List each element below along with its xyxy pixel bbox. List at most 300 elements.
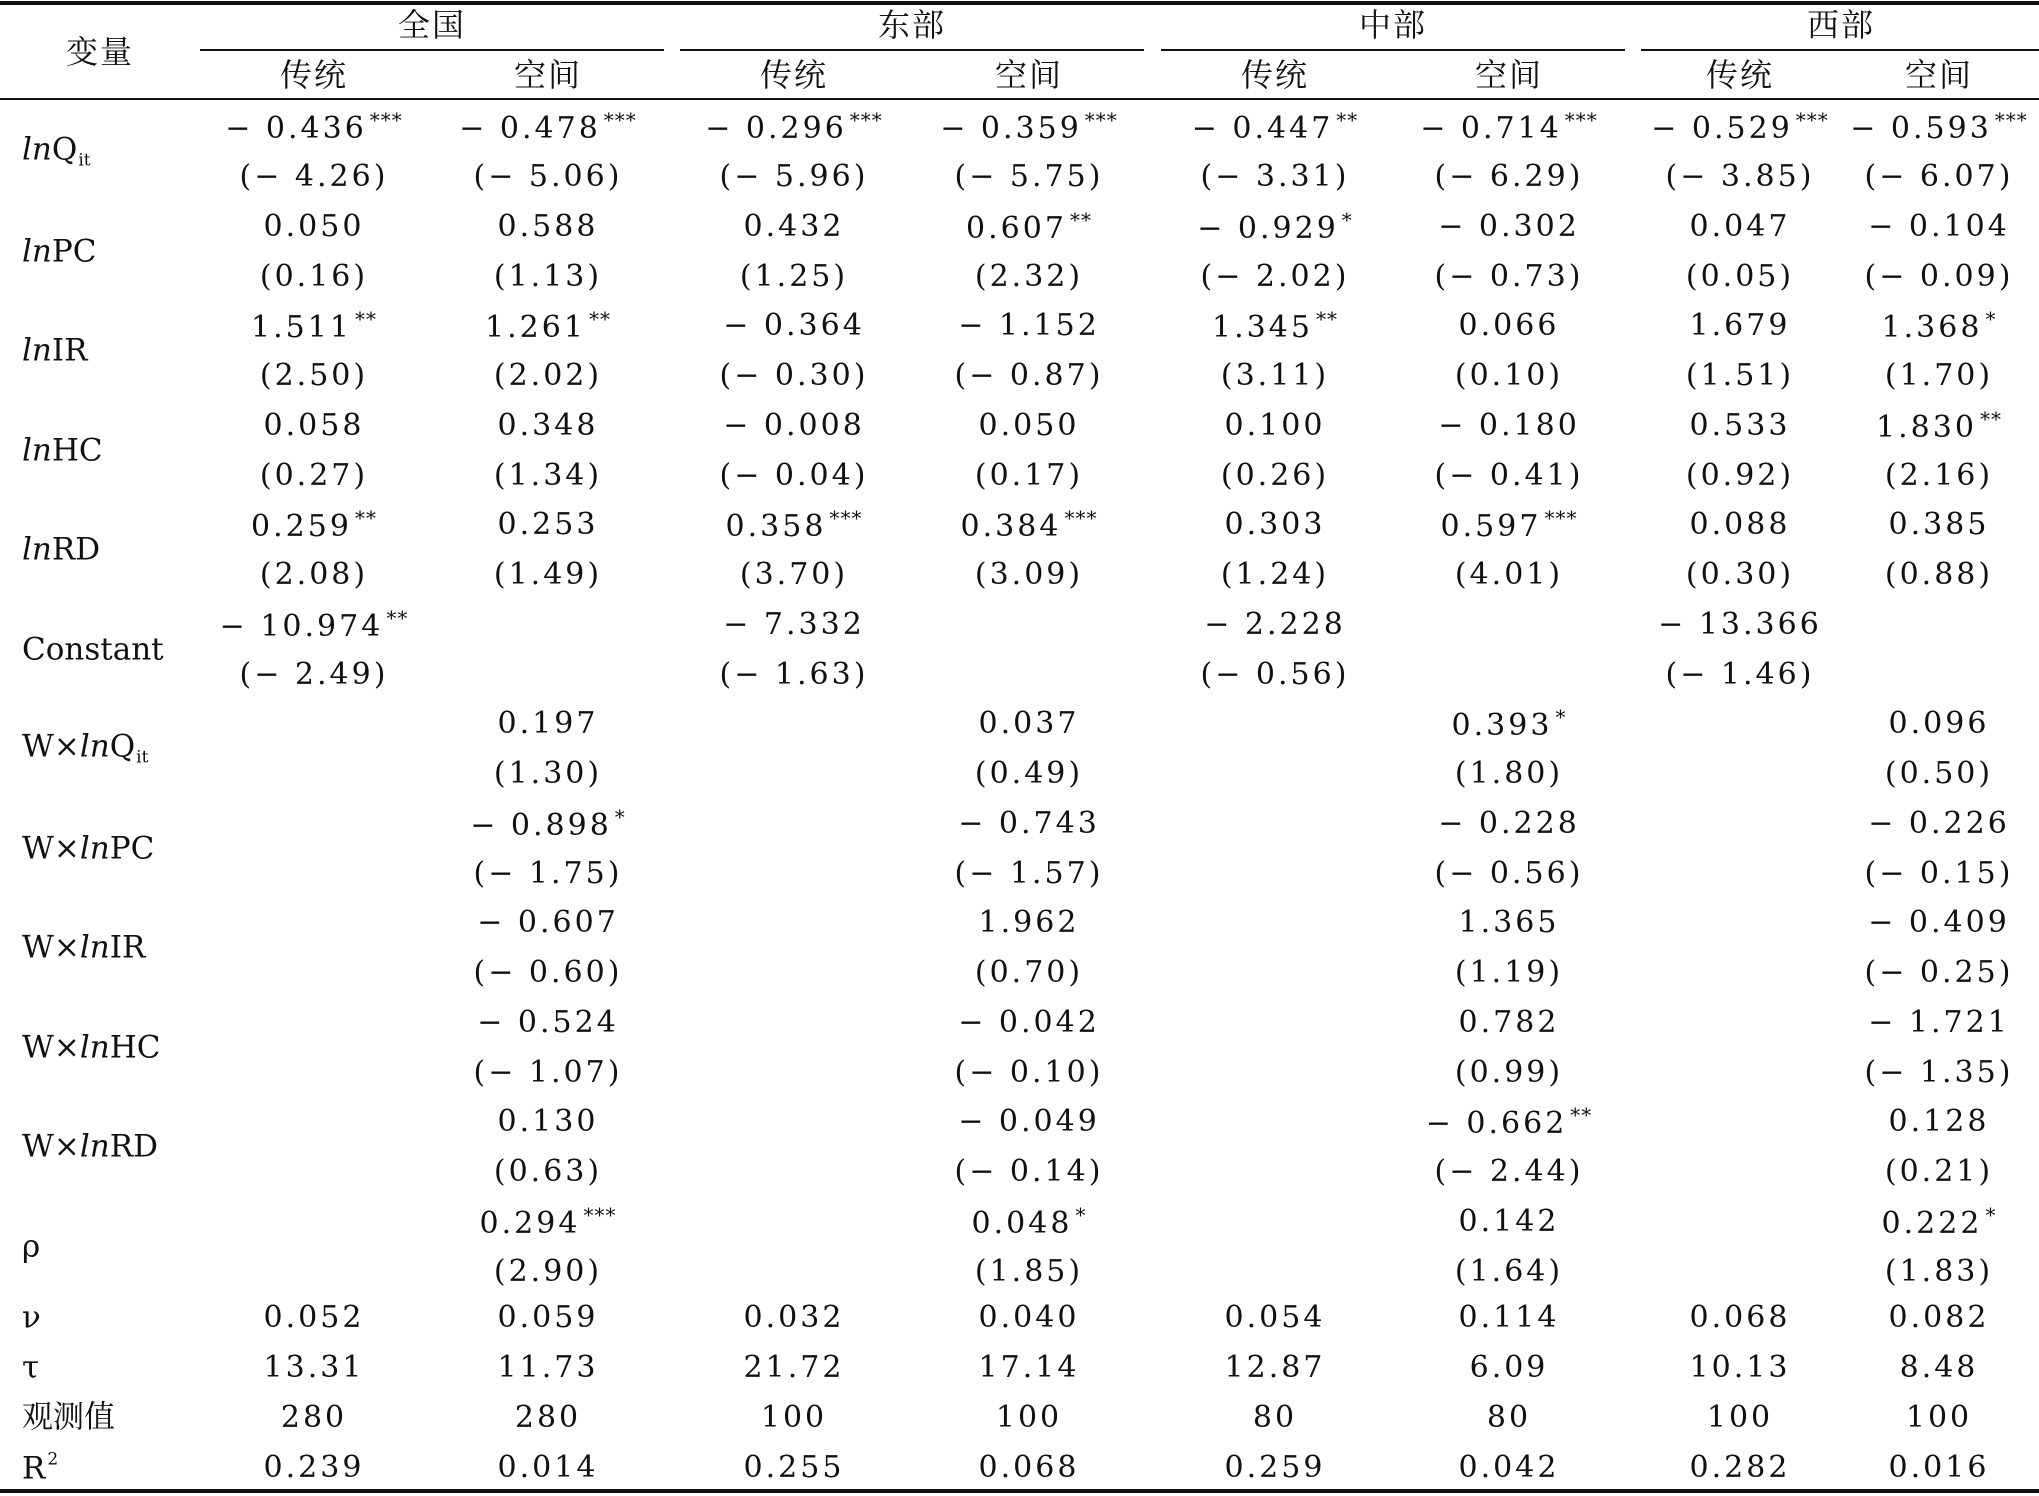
coefficient-cell <box>497 208 599 244</box>
coefficient-cell <box>1868 208 2010 244</box>
coefficient-cell <box>1224 407 1326 443</box>
t-statistic-cell: (0.05) <box>1685 258 1795 294</box>
significance-stars: ** <box>354 506 377 530</box>
t-statistic-cell: (0.70) <box>974 955 1084 990</box>
coefficient-cell <box>251 508 377 542</box>
t-statistic-cell: (2.16) <box>1884 457 1994 493</box>
stat-value-cell: 11.73 <box>497 1350 599 1385</box>
stat-value-cell: 13.31 <box>263 1350 365 1385</box>
coefficient-cell <box>1441 508 1578 542</box>
t-statistic-cell: (0.63) <box>493 1154 603 1189</box>
variable-name: HC <box>109 1029 161 1065</box>
t-statistic-cell: (− 6.07) <box>1864 159 2014 194</box>
stat-value-cell: 0.032 <box>743 1300 845 1335</box>
top-rule <box>0 1 2039 5</box>
t-statistic-cell: (0.17) <box>974 457 1084 493</box>
significance-stars: *** <box>1544 506 1578 530</box>
spatial-weight-prefix: W× <box>22 728 80 765</box>
coefficient-value: 0.358 <box>725 509 827 544</box>
variable-name: IR <box>109 929 146 966</box>
t-statistic-cell: (1.51) <box>1685 358 1795 393</box>
coefficient-value: − 0.008 <box>723 407 865 443</box>
spatial-weight-prefix: W× <box>22 1128 80 1165</box>
row-label-WlnHC <box>22 1029 161 1065</box>
coefficient-cell <box>1458 1203 1560 1239</box>
coefficient-cell <box>1458 905 1560 940</box>
variable-name: Q <box>51 131 78 168</box>
coefficient-cell <box>470 804 626 843</box>
significance-stars: *** <box>603 108 637 132</box>
coefficient-value: − 7.332 <box>723 606 865 642</box>
coefficient-cell <box>1868 805 2010 841</box>
log-operator: ln <box>79 1128 110 1165</box>
coefficient-value: − 0.409 <box>1868 905 2010 940</box>
coefficient-cell <box>958 805 1100 841</box>
t-statistic-cell: (2.90) <box>493 1253 603 1289</box>
log-operator: ln <box>79 929 110 966</box>
coefficient-value: − 0.929 <box>1197 210 1339 246</box>
stat-value-cell: 12.87 <box>1224 1350 1326 1385</box>
coefficient-value: − 0.714 <box>1420 111 1562 146</box>
coefficient-value: − 0.529 <box>1651 111 1793 146</box>
variable-name: RD <box>109 1128 158 1165</box>
t-statistic-cell: (− 1.57) <box>954 855 1104 891</box>
significance-stars: ** <box>1979 406 2002 431</box>
coefficient-cell <box>1850 110 2028 144</box>
t-statistic-cell: (1.70) <box>1884 358 1994 393</box>
t-statistic-cell: (− 1.07) <box>473 1054 623 1090</box>
subheader-spatial: 空间 <box>513 56 583 94</box>
stat-value-cell: 0.259 <box>1224 1450 1326 1485</box>
t-statistic-cell: (0.27) <box>259 457 369 493</box>
coefficient-cell <box>497 706 599 741</box>
coefficient-value: − 0.359 <box>940 111 1082 146</box>
coefficient-value: 0.037 <box>978 706 1080 741</box>
t-statistic-cell: (− 1.35) <box>1864 1054 2014 1090</box>
t-statistic-cell: (− 0.25) <box>1864 955 2014 990</box>
coefficient-cell <box>1197 207 1353 246</box>
t-statistic-cell: (− 0.30) <box>719 358 869 393</box>
coefficient-value: 1.368 <box>1881 310 1983 345</box>
coefficient-cell <box>1658 606 1822 642</box>
coefficient-value: 0.088 <box>1689 507 1791 542</box>
coefficient-value: 0.303 <box>1224 507 1326 542</box>
stat-label-obs <box>22 1399 115 1436</box>
t-statistic-cell: (− 0.10) <box>954 1054 1104 1090</box>
significance-stars: *** <box>1564 108 1598 132</box>
coefficient-cell <box>971 1202 1087 1241</box>
stat-value-cell: 80 <box>1486 1400 1532 1435</box>
t-statistic-cell: (− 2.49) <box>239 656 389 692</box>
spatial-weight-prefix: W× <box>22 830 80 866</box>
coefficient-value: − 13.366 <box>1658 606 1822 642</box>
coefficient-cell <box>251 309 377 343</box>
coefficient-value: − 0.524 <box>477 1004 619 1040</box>
significance-stars: ** <box>1069 207 1092 232</box>
stat-value-cell: 100 <box>1706 1400 1774 1435</box>
coefficient-cell <box>1212 309 1338 343</box>
group-header-east: 东部 <box>877 6 947 44</box>
stat-value-cell: 100 <box>1905 1400 1973 1435</box>
significance-stars: ** <box>588 307 611 331</box>
coefficient-value: − 0.364 <box>723 308 865 343</box>
t-statistic-cell: (1.30) <box>493 756 603 791</box>
row-label-WlnQit <box>22 728 149 768</box>
stat-value-cell: 0.016 <box>1888 1450 1990 1485</box>
coefficient-cell <box>958 1004 1100 1040</box>
coefficient-value: 0.197 <box>497 706 599 741</box>
subheader-traditional: 传统 <box>279 56 349 94</box>
significance-stars: *** <box>583 1202 617 1227</box>
coefficient-value: − 0.436 <box>225 111 367 146</box>
stat-value-cell: 280 <box>280 1400 348 1435</box>
stat-value-cell: 10.13 <box>1689 1350 1791 1385</box>
coefficient-value: 0.533 <box>1689 407 1791 443</box>
coefficient-value: 0.130 <box>497 1104 599 1139</box>
coefficient-value: 0.253 <box>497 507 599 542</box>
log-operator: ln <box>22 131 52 168</box>
t-statistic-cell: (− 0.09) <box>1864 258 2014 294</box>
coefficient-value: − 0.447 <box>1191 111 1334 146</box>
t-statistic-cell: (1.83) <box>1884 1253 1994 1289</box>
t-statistic-cell: (1.49) <box>493 557 603 592</box>
group-header-central: 中部 <box>1358 6 1428 44</box>
stat-value-cell: 6.09 <box>1469 1350 1549 1385</box>
stat-value-cell: 0.114 <box>1458 1300 1560 1335</box>
variable-name: 观测值 <box>22 1399 115 1436</box>
coefficient-cell <box>1224 507 1326 542</box>
significance-stars: *** <box>829 506 863 530</box>
log-operator: ln <box>22 531 52 568</box>
coefficient-value: − 0.593 <box>1850 111 1992 146</box>
stat-value-cell: 100 <box>760 1400 828 1435</box>
coefficient-cell <box>1420 110 1598 144</box>
coefficient-value: 0.384 <box>960 509 1062 544</box>
t-statistic-cell: (− 4.26) <box>239 159 389 194</box>
header-rule <box>0 98 2039 100</box>
significance-stars: ** <box>386 605 409 630</box>
coefficient-value: 1.511 <box>251 310 352 345</box>
coefficient-cell <box>485 309 611 343</box>
significance-stars: *** <box>369 108 403 132</box>
t-statistic-cell: (1.24) <box>1220 557 1330 592</box>
coefficient-value: − 10.974 <box>219 608 384 644</box>
coefficient-value: − 1.721 <box>1868 1004 2010 1040</box>
subheader-traditional: 传统 <box>1240 56 1310 94</box>
t-statistic-cell: (4.01) <box>1454 557 1564 592</box>
coefficient-cell <box>1438 407 1580 443</box>
significance-stars: * <box>1075 1202 1087 1227</box>
log-operator: ln <box>79 1029 110 1065</box>
coefficient-value: 0.432 <box>743 208 845 244</box>
significance-stars: *** <box>1064 506 1098 530</box>
coefficient-cell <box>1689 308 1791 343</box>
coefficient-value: 0.782 <box>1458 1004 1560 1040</box>
coefficient-cell <box>477 905 619 940</box>
coefficient-value: − 0.743 <box>958 805 1100 841</box>
bottom-rule <box>0 1489 2039 1493</box>
row-label-WlnRD <box>22 1128 158 1165</box>
t-statistic-cell: (0.88) <box>1884 557 1994 592</box>
stat-value-cell: 0.068 <box>1689 1300 1791 1335</box>
stat-value-cell: 0.040 <box>978 1300 1080 1335</box>
log-operator: ln <box>22 432 52 468</box>
group-rule-central <box>1161 49 1625 51</box>
coefficient-value: − 0.180 <box>1438 407 1580 443</box>
coefficient-value: 0.597 <box>1440 509 1542 544</box>
group-rule-national <box>200 49 664 51</box>
t-statistic-cell: (3.11) <box>1220 358 1330 393</box>
t-statistic-cell: (− 0.56) <box>1434 855 1584 891</box>
coefficient-cell <box>1452 707 1567 741</box>
t-statistic-cell: (− 5.75) <box>954 159 1104 194</box>
subheader-spatial: 空间 <box>1474 56 1544 94</box>
significance-stars: * <box>614 804 626 829</box>
coefficient-value: 0.050 <box>978 407 1080 443</box>
significance-stars: ** <box>354 307 377 331</box>
coefficient-value: 0.128 <box>1888 1104 1990 1139</box>
coefficient-value: 0.048 <box>971 1205 1073 1241</box>
coefficient-cell <box>1204 606 1346 642</box>
stat-value-cell: 0.255 <box>743 1450 845 1485</box>
t-statistic-cell: (− 2.44) <box>1434 1154 1584 1189</box>
significance-stars: ** <box>1570 1103 1593 1127</box>
stat-value-cell: 0.014 <box>497 1450 599 1485</box>
t-statistic-cell: (2.02) <box>493 358 603 393</box>
variable-name: Q <box>109 728 136 765</box>
variable-name: PC <box>109 830 155 866</box>
coefficient-cell <box>1868 905 2010 940</box>
group-header-west: 西部 <box>1806 6 1876 44</box>
row-label-WlnIR <box>22 929 146 966</box>
coefficient-cell <box>497 507 599 542</box>
group-rule-east <box>680 49 1144 51</box>
coefficient-cell <box>978 905 1080 940</box>
coefficient-cell <box>705 110 883 144</box>
t-statistic-cell: (0.92) <box>1685 457 1795 493</box>
coefficient-value: 0.588 <box>497 208 599 244</box>
coefficient-value: 0.047 <box>1689 208 1791 244</box>
coefficient-cell <box>723 308 865 343</box>
stat-value-cell: 17.14 <box>978 1350 1080 1385</box>
stat-value-cell: 0.059 <box>497 1300 599 1335</box>
log-operator: ln <box>79 830 110 866</box>
subheader-traditional: 传统 <box>1705 56 1775 94</box>
coefficient-cell <box>958 308 1100 343</box>
spatial-weight-prefix: W× <box>22 929 80 966</box>
t-statistic-cell: (− 0.87) <box>954 358 1104 393</box>
variable-name: τ <box>22 1349 40 1386</box>
row-label-Constant <box>22 631 164 667</box>
stat-value-cell: 0.068 <box>978 1450 1080 1485</box>
coefficient-value: − 0.302 <box>1438 208 1580 244</box>
coefficient-value: − 0.104 <box>1868 208 2010 244</box>
variable-superscript: 2 <box>47 1449 59 1470</box>
significance-stars: *** <box>1994 108 2028 132</box>
row-label-lnPC <box>22 233 97 269</box>
row-label-rho <box>22 1228 41 1264</box>
coefficient-cell <box>497 407 599 443</box>
coefficient-value: 0.294 <box>479 1205 581 1241</box>
t-statistic-cell: (0.10) <box>1454 358 1564 393</box>
t-statistic-cell: (0.49) <box>974 756 1084 791</box>
stat-label-nu <box>22 1299 41 1336</box>
t-statistic-cell: (1.34) <box>493 457 603 493</box>
coefficient-cell <box>966 207 1092 246</box>
variable-header: 变量 <box>65 33 135 71</box>
coefficient-cell <box>263 208 365 244</box>
subheader-spatial: 空间 <box>1904 56 1974 94</box>
subheader-spatial: 空间 <box>994 56 1064 94</box>
coefficient-value: − 1.152 <box>958 308 1100 343</box>
t-statistic-cell: (2.50) <box>259 358 369 393</box>
stat-label-tau <box>22 1349 40 1386</box>
coefficient-cell <box>225 110 403 144</box>
coefficient-cell <box>1888 1104 1990 1139</box>
coefficient-value: 0.393 <box>1451 708 1553 743</box>
coefficient-value: 0.058 <box>263 407 365 443</box>
coefficient-cell <box>479 1202 617 1241</box>
log-operator: ln <box>79 728 110 765</box>
t-statistic-cell: (1.85) <box>974 1253 1084 1289</box>
coefficient-cell <box>497 1104 599 1139</box>
coefficient-cell <box>961 508 1098 542</box>
coefficient-value: 0.100 <box>1224 407 1326 443</box>
t-statistic-cell: (− 0.15) <box>1864 855 2014 891</box>
coefficient-cell <box>1438 208 1580 244</box>
coefficient-value: 1.345 <box>1212 310 1313 345</box>
row-label-lnQit <box>22 131 91 171</box>
variable-name: Constant <box>22 631 164 667</box>
stat-label-r2 <box>22 1449 59 1487</box>
coefficient-value: 1.261 <box>485 310 586 345</box>
coefficient-cell <box>1868 1004 2010 1040</box>
coefficient-value: 0.066 <box>1458 308 1560 343</box>
coefficient-value: − 0.296 <box>705 111 847 146</box>
t-statistic-cell: (0.21) <box>1884 1154 1994 1189</box>
stat-value-cell: 0.082 <box>1888 1300 1990 1335</box>
coefficient-value: − 0.478 <box>459 111 601 146</box>
group-header-national: 全国 <box>397 6 467 44</box>
t-statistic-cell: (− 5.96) <box>719 159 869 194</box>
stat-value-cell: 0.054 <box>1224 1300 1326 1335</box>
t-statistic-cell: (1.80) <box>1454 756 1564 791</box>
coefficient-cell <box>723 407 865 443</box>
t-statistic-cell: (− 0.56) <box>1200 656 1350 692</box>
significance-stars: ** <box>1315 307 1338 331</box>
stat-value-cell: 8.48 <box>1899 1350 1979 1385</box>
t-statistic-cell: (3.70) <box>739 557 849 592</box>
variable-name: IR <box>51 332 88 369</box>
t-statistic-cell: (− 1.63) <box>719 656 869 692</box>
t-statistic-cell: (1.25) <box>739 258 849 294</box>
coefficient-cell <box>1458 308 1560 343</box>
t-statistic-cell: (− 0.04) <box>719 457 869 493</box>
stat-value-cell: 0.042 <box>1458 1450 1560 1485</box>
log-operator: ln <box>22 332 52 369</box>
t-statistic-cell: (− 3.31) <box>1200 159 1350 194</box>
coefficient-cell <box>978 706 1080 741</box>
variable-name: ρ <box>22 1228 41 1264</box>
significance-stars: *** <box>1795 108 1829 132</box>
t-statistic-cell: (− 0.60) <box>473 955 623 990</box>
t-statistic-cell: (2.08) <box>259 557 369 592</box>
t-statistic-cell: (0.30) <box>1685 557 1795 592</box>
coefficient-value: 1.962 <box>978 905 1080 940</box>
variable-subscript: it <box>136 747 149 768</box>
coefficient-value: − 0.042 <box>958 1004 1100 1040</box>
coefficient-cell <box>263 407 365 443</box>
significance-stars: * <box>1985 1202 1997 1227</box>
log-operator: ln <box>22 233 52 269</box>
coefficient-cell <box>1651 110 1829 144</box>
coefficient-value: − 0.228 <box>1438 805 1580 841</box>
t-statistic-cell: (− 5.06) <box>473 159 623 194</box>
coefficient-value: − 2.228 <box>1204 606 1346 642</box>
coefficient-cell <box>1192 110 1359 144</box>
coefficient-value: − 0.662 <box>1425 1106 1568 1141</box>
stat-value-cell: 21.72 <box>743 1350 845 1385</box>
t-statistic-cell: (0.16) <box>259 258 369 294</box>
group-rule-west <box>1641 49 2039 51</box>
coefficient-value: 0.607 <box>966 210 1067 246</box>
t-statistic-cell: (0.99) <box>1454 1054 1564 1090</box>
coefficient-value: 1.830 <box>1876 409 1977 445</box>
variable-name: RD <box>51 531 101 568</box>
coefficient-cell <box>1438 805 1580 841</box>
coefficient-value: 0.348 <box>497 407 599 443</box>
t-statistic-cell: (− 0.73) <box>1434 258 1584 294</box>
coefficient-cell <box>1888 706 1990 741</box>
t-statistic-cell: (1.19) <box>1454 955 1564 990</box>
coefficient-cell <box>1458 1004 1560 1040</box>
stat-value-cell: 280 <box>514 1400 582 1435</box>
t-statistic-cell: (1.13) <box>493 258 603 294</box>
variable-name: ν <box>22 1299 41 1336</box>
coefficient-value: 0.096 <box>1888 706 1990 741</box>
variable-name: PC <box>51 233 97 269</box>
coefficient-cell <box>1882 309 1997 343</box>
coefficient-cell <box>726 508 863 542</box>
coefficient-value: 0.222 <box>1881 1205 1983 1241</box>
coefficient-cell <box>958 1104 1100 1139</box>
coefficient-value: 0.385 <box>1888 507 1990 542</box>
variable-name: R <box>22 1450 46 1487</box>
coefficient-cell <box>1881 1202 1997 1241</box>
t-statistic-cell: (0.50) <box>1884 756 1994 791</box>
coefficient-cell <box>978 407 1080 443</box>
coefficient-value: − 0.049 <box>958 1104 1100 1139</box>
significance-stars: * <box>1341 207 1353 232</box>
coefficient-cell <box>940 110 1118 144</box>
coefficient-value: 1.365 <box>1458 905 1560 940</box>
significance-stars: *** <box>849 108 883 132</box>
coefficient-value: − 0.607 <box>477 905 619 940</box>
coefficient-cell <box>1689 208 1791 244</box>
row-label-lnRD <box>22 531 101 568</box>
t-statistic-cell: (2.32) <box>974 258 1084 294</box>
coefficient-cell <box>1689 407 1791 443</box>
coefficient-value: − 0.898 <box>470 807 612 843</box>
coefficient-value: 0.142 <box>1458 1203 1560 1239</box>
t-statistic-cell: (− 3.85) <box>1665 159 1815 194</box>
significance-stars: ** <box>1336 108 1359 132</box>
coefficient-cell <box>723 606 865 642</box>
t-statistic-cell: (− 6.29) <box>1434 159 1584 194</box>
coefficient-value: 1.679 <box>1689 308 1791 343</box>
stat-value-cell: 100 <box>995 1400 1063 1435</box>
variable-name: HC <box>51 432 103 468</box>
